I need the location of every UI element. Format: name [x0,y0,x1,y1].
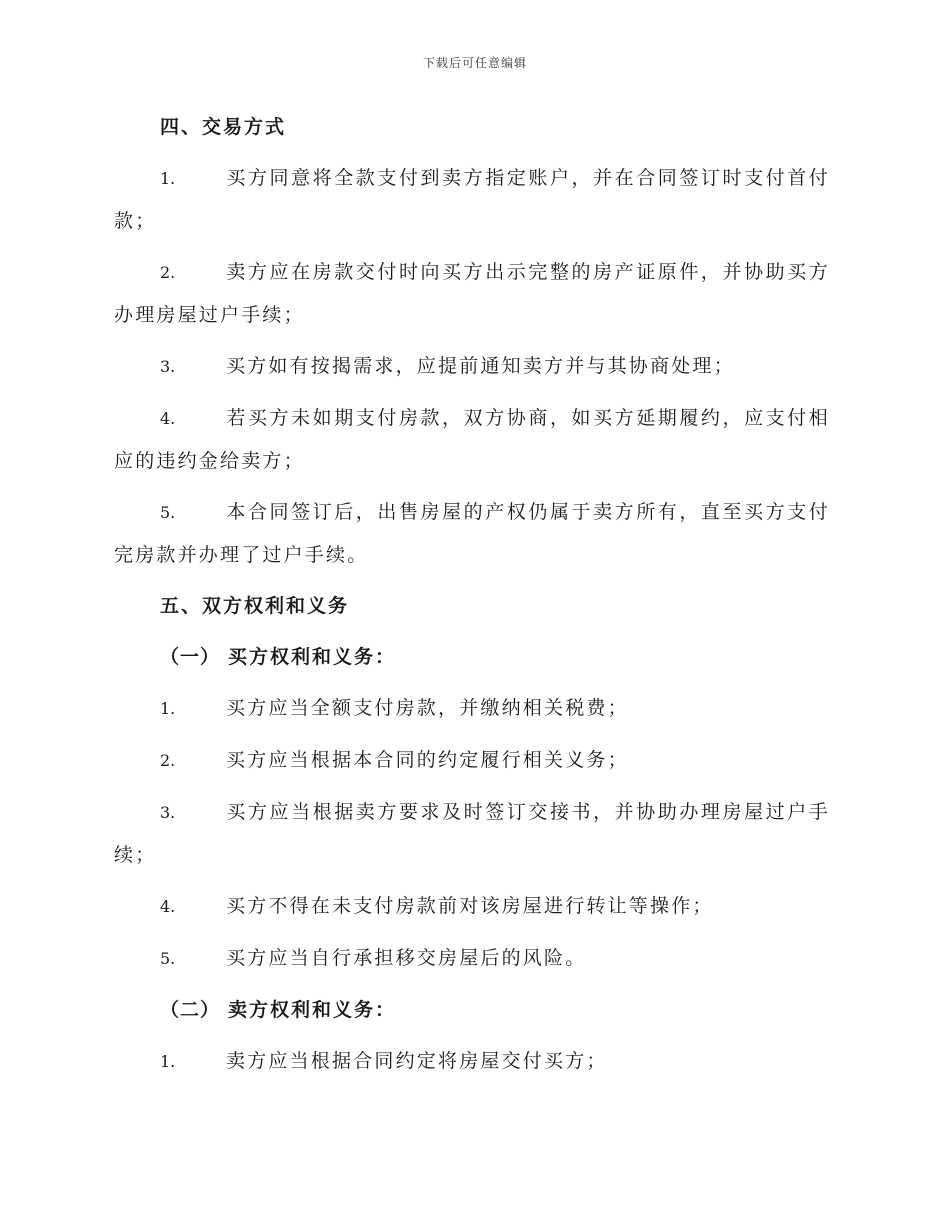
list-item [114,251,830,336]
item-text: 买方如有按揭需求，应提前通知卖方并与其协商处理； [226,355,735,377]
item-text: 本合同签订后，出售房屋的产权仍属于卖方所有，直至买方支付完房款并办理了过户手续。 [114,501,830,566]
document-body [114,106,830,1092]
list-item [114,397,830,482]
item-number: 2. [160,263,176,282]
item-text: 买方应当自行承担移交房屋后的风险。 [226,947,587,969]
subsection-title: 卖方权利和义务： [228,999,397,1021]
subsection-number: （一） [160,646,221,668]
list-item [114,1040,830,1083]
item-number: 1. [160,169,176,188]
item-number: 1. [160,699,176,718]
subsection-heading-seller [114,989,830,1031]
item-text: 买方应当根据卖方要求及时签订交接书，并协助办理房屋过户手续； [114,801,830,866]
item-number: 1. [160,1052,176,1071]
item-number: 2. [160,751,176,770]
item-number: 3. [160,357,176,376]
subsection-number: （二） [160,999,221,1021]
subsection-heading-buyer [114,636,830,678]
item-text: 卖方应当根据合同约定将房屋交付买方； [226,1050,608,1072]
list-item [114,157,830,242]
list-item [114,885,830,928]
item-text: 买方应当根据本合同的约定履行相关义务； [226,749,629,771]
item-number: 5. [160,503,176,522]
item-text: 买方同意将全款支付到卖方指定账户，并在合同签订时支付首付款； [114,167,830,232]
item-text: 若买方未如期支付房款，双方协商，如买方延期履约，应支付相应的违约金给卖方； [114,407,830,472]
item-number: 3. [160,803,176,822]
list-item [114,937,830,980]
list-item [114,491,830,576]
item-number: 4. [160,897,176,916]
item-number: 4. [160,409,176,428]
list-item [114,345,830,388]
item-number: 5. [160,949,176,968]
item-text: 卖方应在房款交付时向买方出示完整的房产证原件，并协助买方办理房屋过户手续； [114,261,830,326]
page-header: 下载后可任意编辑 [422,56,527,70]
list-item [114,687,830,730]
section-heading-transaction-method: 四、交易方式 [160,116,287,138]
item-text: 买方应当全额支付房款，并缴纳相关税费； [226,697,629,719]
subsection-title: 买方权利和义务： [228,646,397,668]
section-heading-rights-obligations: 五、双方权利和义务 [160,595,350,617]
list-item [114,739,830,782]
item-text: 买方不得在未支付房款前对该房屋进行转让等操作； [226,895,714,917]
list-item [114,791,830,876]
